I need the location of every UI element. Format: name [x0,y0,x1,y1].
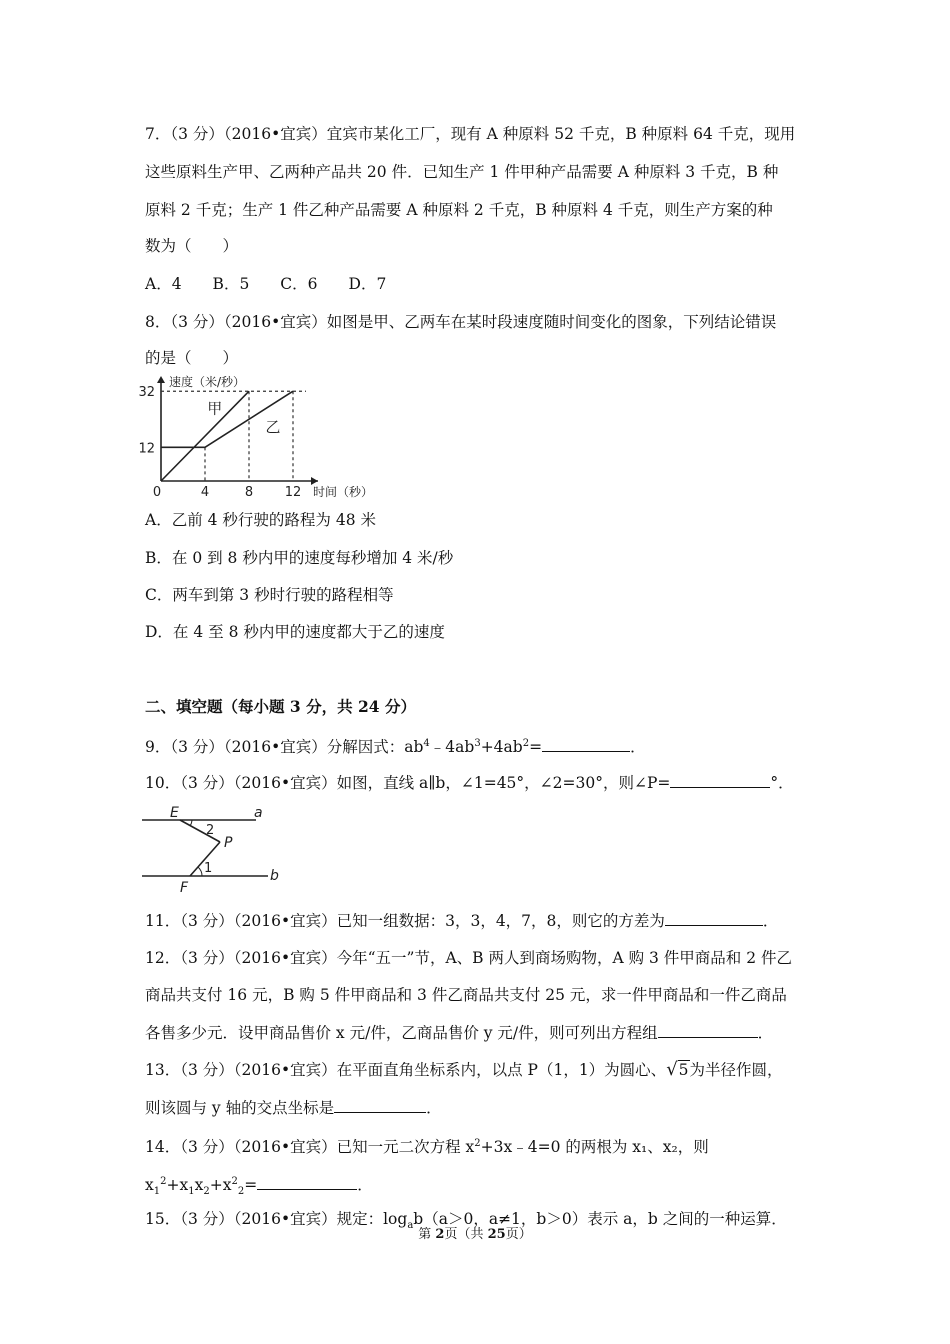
q11-answer-blank[interactable] [665,910,763,926]
q9-exp-2: 3 [474,738,481,749]
q15-sub: a [407,1220,414,1232]
parallel-lines-figure [140,804,290,896]
q14-answer-blank[interactable] [257,1174,357,1190]
q14-line-1-post: +3x﹣4=0 的两根为 x₁、x₂，则 [480,1138,709,1157]
origin-label: 0 [152,485,162,500]
angle-2-arc [190,820,192,826]
q7-line-2: 这些原料生产甲、乙两种产品共 20 件．已知生产 1 件甲种产品需要 A 种原料 3 千克，B 种 [145,163,779,181]
q10: 10．（3 分）（2016•宜宾）如图，直线 a∥b，∠1=45°，∠2=30°，则∠P= °． [145,774,794,792]
q9: 9．（3 分）（2016•宜宾）分解因式：$ab^4﹣4ab^3+4ab^2=$ ． [145,738,646,757]
q14-expression: $x_1^2+x_1x_2+x^2_2=$ [145,1176,258,1198]
x-tick-label: 12 [284,485,302,500]
q9-exp-1: 4 [423,738,430,749]
q9-mid-2: +4ab [480,738,523,757]
label-a: a [254,805,263,821]
footer-page-number: 2 [435,1227,445,1242]
q13-line-2-text: 则该圆与 y 轴的交点坐标是 [145,1099,335,1117]
q13-line-2: 则该圆与 y 轴的交点坐标是 ． [145,1099,442,1117]
q8-option-d: D．在 4 至 8 秒内甲的速度都大于乙的速度 [145,623,445,641]
angle-1-arc [198,867,202,876]
x-tick-label: 8 [244,485,254,500]
q14-line-1-pre: 14．（3 分）（2016•宜宾）已知一元二次方程 x [145,1138,475,1157]
footer-pre: 第 [418,1227,436,1242]
q10-text: 10．（3 分）（2016•宜宾）如图，直线 a∥b，∠1=45°，∠2=30°，则∠P= [145,774,671,792]
q15-text: 15．（3 分）（2016•宜宾）规定：log [145,1210,408,1228]
series-label-yi: 乙 [265,417,281,436]
q7-line-3: 原料 2 千克；生产 1 件乙种产品需要 A 种原料 2 千克，B 种原料 4 千克，则生产方案的种 [145,201,773,219]
q13-line-1-pre: 13．（3 分）（2016•宜宾）在平面直角坐标系内，以点 P（1，1）为圆心、 [145,1061,667,1079]
q11: 11．（3 分）（2016•宜宾）已知一组数据：3，3，4，7，8，则它的方差为 ． [145,912,779,930]
q13-line-1 [145,1060,783,1080]
sqrt-radicand: 5 [678,1061,689,1079]
q13-answer-blank[interactable] [334,1097,426,1113]
label-P: P [224,835,233,851]
q9-suffix: = [529,738,543,757]
q8-option-b: B．在 0 到 8 秒内甲的速度每秒增加 4 米/秒 [145,549,454,567]
q7-options: A．4 B．5 C．6 D．7 [145,275,387,293]
q15-rest: b（a＞0，a≠1，b＞0）表示 a，b 之间的一种运算． [413,1210,787,1228]
q12-line-3-text: 各售多少元．设甲商品售价 x 元/件，乙商品售价 y 元/件，则可列出方程组 [145,1024,658,1042]
y-tick-label: 12 [138,441,155,457]
q12-line-1: 12．（3 分）（2016•宜宾）今年“五一”节，A、B 两人到商场购物，A 购 3 件甲商品和 2 件乙 [145,949,793,967]
q10-answer-blank[interactable] [670,772,770,788]
label-F: F [180,880,189,896]
sqrt-symbol: √ [666,1059,678,1080]
x-axis-arrow [311,477,318,485]
q12-line-3: 各售多少元．设甲商品售价 x 元/件，乙商品售价 y 元/件，则可列出方程组 ． [145,1024,774,1042]
q8-line-2: 的是（ ） [145,349,239,367]
section-heading: 二、填空题（每小题 3 分，共 24 分） [145,697,416,716]
footer-total-pages: 25 [487,1227,506,1242]
q12-answer-blank[interactable] [658,1022,758,1038]
q9-prefix: 9．（3 分）（2016•宜宾）分解因式：ab [145,738,424,757]
q11-text: 11．（3 分）（2016•宜宾）已知一组数据：3，3，4，7，8，则它的方差为 [145,912,665,930]
speed-time-chart [135,370,385,502]
x-axis-label: 时间（秒） [313,485,374,499]
label-b: b [270,868,279,884]
q9-answer-blank[interactable] [542,736,630,752]
y-tick-label: 32 [138,385,155,401]
q8-option-a: A．乙前 4 秒行驶的路程为 48 米 [145,511,376,529]
q9-exp-3: 2 [522,738,530,749]
y-axis-label: 速度（米/秒） [169,375,246,389]
label-angle-2: 2 [206,823,215,838]
y-axis-arrow [157,376,165,383]
label-angle-1: 1 [204,861,213,876]
footer-post: 页） [505,1227,532,1242]
footer-mid: 页（共 [444,1227,488,1242]
q8-option-c: C．两车到第 3 秒时行驶的路程相等 [145,586,394,604]
q14-line-1 [145,1134,709,1157]
label-E: E [170,805,179,821]
q14-line-2: $x_1^2+x_1x_2+x^2_2=$ ． [145,1176,373,1198]
q14-sup: 2 [474,1138,481,1149]
q9-mid-1: ﹣4ab [429,738,475,757]
q8-line-1: 8．（3 分）（2016•宜宾）如图是甲、乙两车在某时段速度随时间变化的图象，下列结论错误 [145,313,777,331]
q10-degree: ° [770,774,779,792]
page-footer [0,1226,950,1244]
q12-line-2: 商品共支付 16 元，B 购 5 件甲商品和 3 件乙商品共支付 25 元，求一件甲商品和一件乙商品 [145,986,787,1004]
q13-line-1-post: 为半径作圆， [689,1061,783,1079]
q7-line-4: 数为（ ） [145,237,239,255]
x-tick-label: 4 [200,485,210,500]
series-label-jia: 甲 [207,399,223,418]
q7-line-1: 7．（3 分）（2016•宜宾）宜宾市某化工厂，现有 A 种原料 52 千克，B 种原料 64 千克，现用 [145,125,796,143]
